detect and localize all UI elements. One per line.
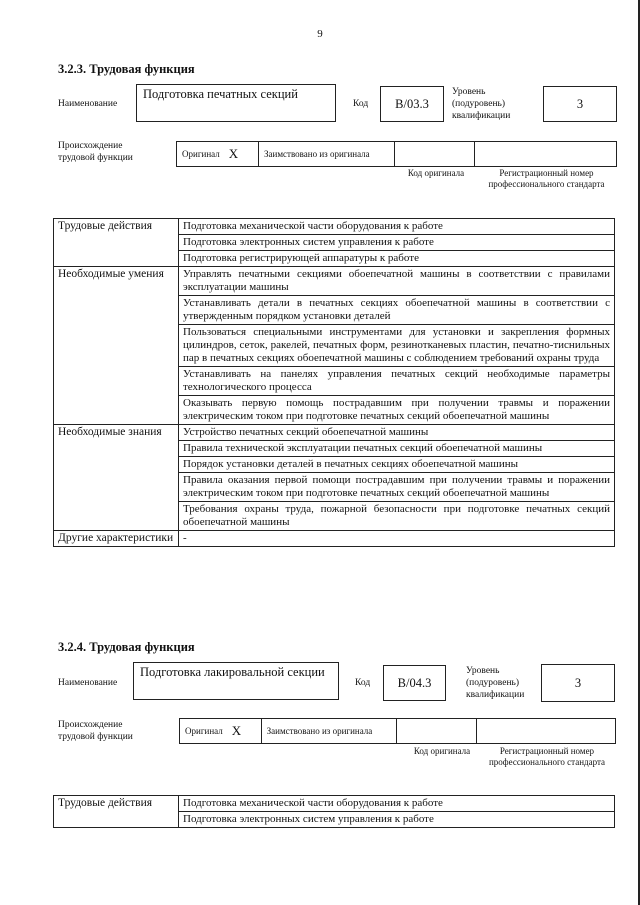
table-row [54, 425, 615, 441]
borrowed-label: Заимствовано из оригинала [262, 719, 397, 743]
table-cell: Пользоваться специальными инструментами для установки и закрепления формных цилиндров, сеток, ракелей, печатных форм, резинотканевых пластин, печатно-тиснильных пар в печатных секциях обоепечатной машины с соблюдением требований охраны труда [179, 325, 615, 367]
function-name-field: Подготовка печатных секций [136, 84, 336, 122]
reg-number-caption: Регистрационный номер профессионального стандарта [488, 746, 606, 767]
origin-label: Происхождение трудовой функции [58, 141, 133, 163]
level-label: Уровень (подуровень) квалификации [466, 666, 525, 700]
origin-original-cell [177, 142, 259, 166]
origin-row [176, 141, 617, 167]
category-cell: Трудовые действия [54, 219, 179, 267]
orig-code-cell [395, 142, 475, 166]
original-label: Оригинал [185, 726, 223, 736]
reg-number-caption: Регистрационный номер профессионального стандарта [488, 168, 605, 189]
origin-original-cell [180, 719, 262, 743]
orig-code-caption: Код оригинала [407, 168, 465, 178]
level-field: 3 [541, 664, 615, 702]
origin-label: Происхождение трудовой функции [58, 720, 133, 742]
origin-row [179, 718, 616, 744]
original-check-mark: X [231, 723, 242, 738]
table-cell: Правила оказания первой помощи пострадавшим при получении травмы и поражении электрическим током при подготовке печатных секций обоепечатной машины [179, 473, 615, 502]
table-cell: Порядок установки деталей в печатных секциях обоепечатной машины [179, 457, 615, 473]
table-cell: Оказывать первую помощь пострадавшим при получении травмы и поражении электрическим током при подготовке печатных секций обоепечатной машины [179, 396, 615, 425]
table-cell: Подготовка электронных систем управления к работе [179, 812, 615, 828]
code-field: B/04.3 [383, 665, 446, 701]
table-cell: Устанавливать на панелях управления печатных секций необходимые параметры технологического процесса [179, 367, 615, 396]
function-name-field: Подготовка лакировальной секции [133, 662, 339, 700]
table-row [54, 531, 615, 547]
table-cell: Требования охраны труда, пожарной безопасности при подготовке печатных секций обоепечатной машины [179, 502, 615, 531]
original-label: Оригинал [182, 149, 220, 159]
table-cell: Подготовка механической части оборудования к работе [179, 796, 615, 812]
level-field: 3 [543, 86, 617, 122]
original-check-mark: X [228, 146, 239, 161]
section-heading: 3.2.3. Трудовая функция [58, 62, 195, 76]
table-row [54, 796, 615, 812]
code-label: Код [353, 99, 369, 109]
name-label: Наименование [58, 99, 118, 109]
table-row [54, 219, 615, 235]
category-cell: Необходимые знания [54, 425, 179, 531]
table-cell: Подготовка электронных систем управления к работе [179, 235, 615, 251]
labor-function-table [53, 218, 615, 547]
orig-code-caption: Код оригинала [413, 746, 471, 756]
table-cell: Устанавливать детали в печатных секциях обоепечатной машины в соответствии с утвержденным порядком установки деталей [179, 296, 615, 325]
category-cell: Трудовые действия [54, 796, 179, 828]
labor-function-table [53, 795, 615, 828]
borrowed-label: Заимствовано из оригинала [259, 142, 395, 166]
table-cell: Подготовка механической части оборудования к работе [179, 219, 615, 235]
code-field: B/03.3 [380, 86, 444, 122]
category-cell: Необходимые умения [54, 267, 179, 425]
table-row [54, 267, 615, 296]
table-cell: - [179, 531, 615, 547]
reg-number-cell [475, 142, 616, 166]
reg-number-cell [477, 719, 615, 743]
section-heading: 3.2.4. Трудовая функция [58, 640, 195, 654]
level-label: Уровень (подуровень) квалификации [452, 87, 511, 121]
table-cell: Устройство печатных секций обоепечатной машины [179, 425, 615, 441]
table-cell: Подготовка регистрирующей аппаратуры к работе [179, 251, 615, 267]
name-label: Наименование [58, 678, 118, 688]
orig-code-cell [397, 719, 477, 743]
category-cell: Другие характеристики [54, 531, 179, 547]
code-label: Код [355, 678, 371, 688]
table-cell: Управлять печатными секциями обоепечатной машины в соответствии с правилами эксплуатации машины [179, 267, 615, 296]
table-cell: Правила технической эксплуатации печатных секций обоепечатной машины [179, 441, 615, 457]
page-number: 9 [317, 28, 323, 40]
